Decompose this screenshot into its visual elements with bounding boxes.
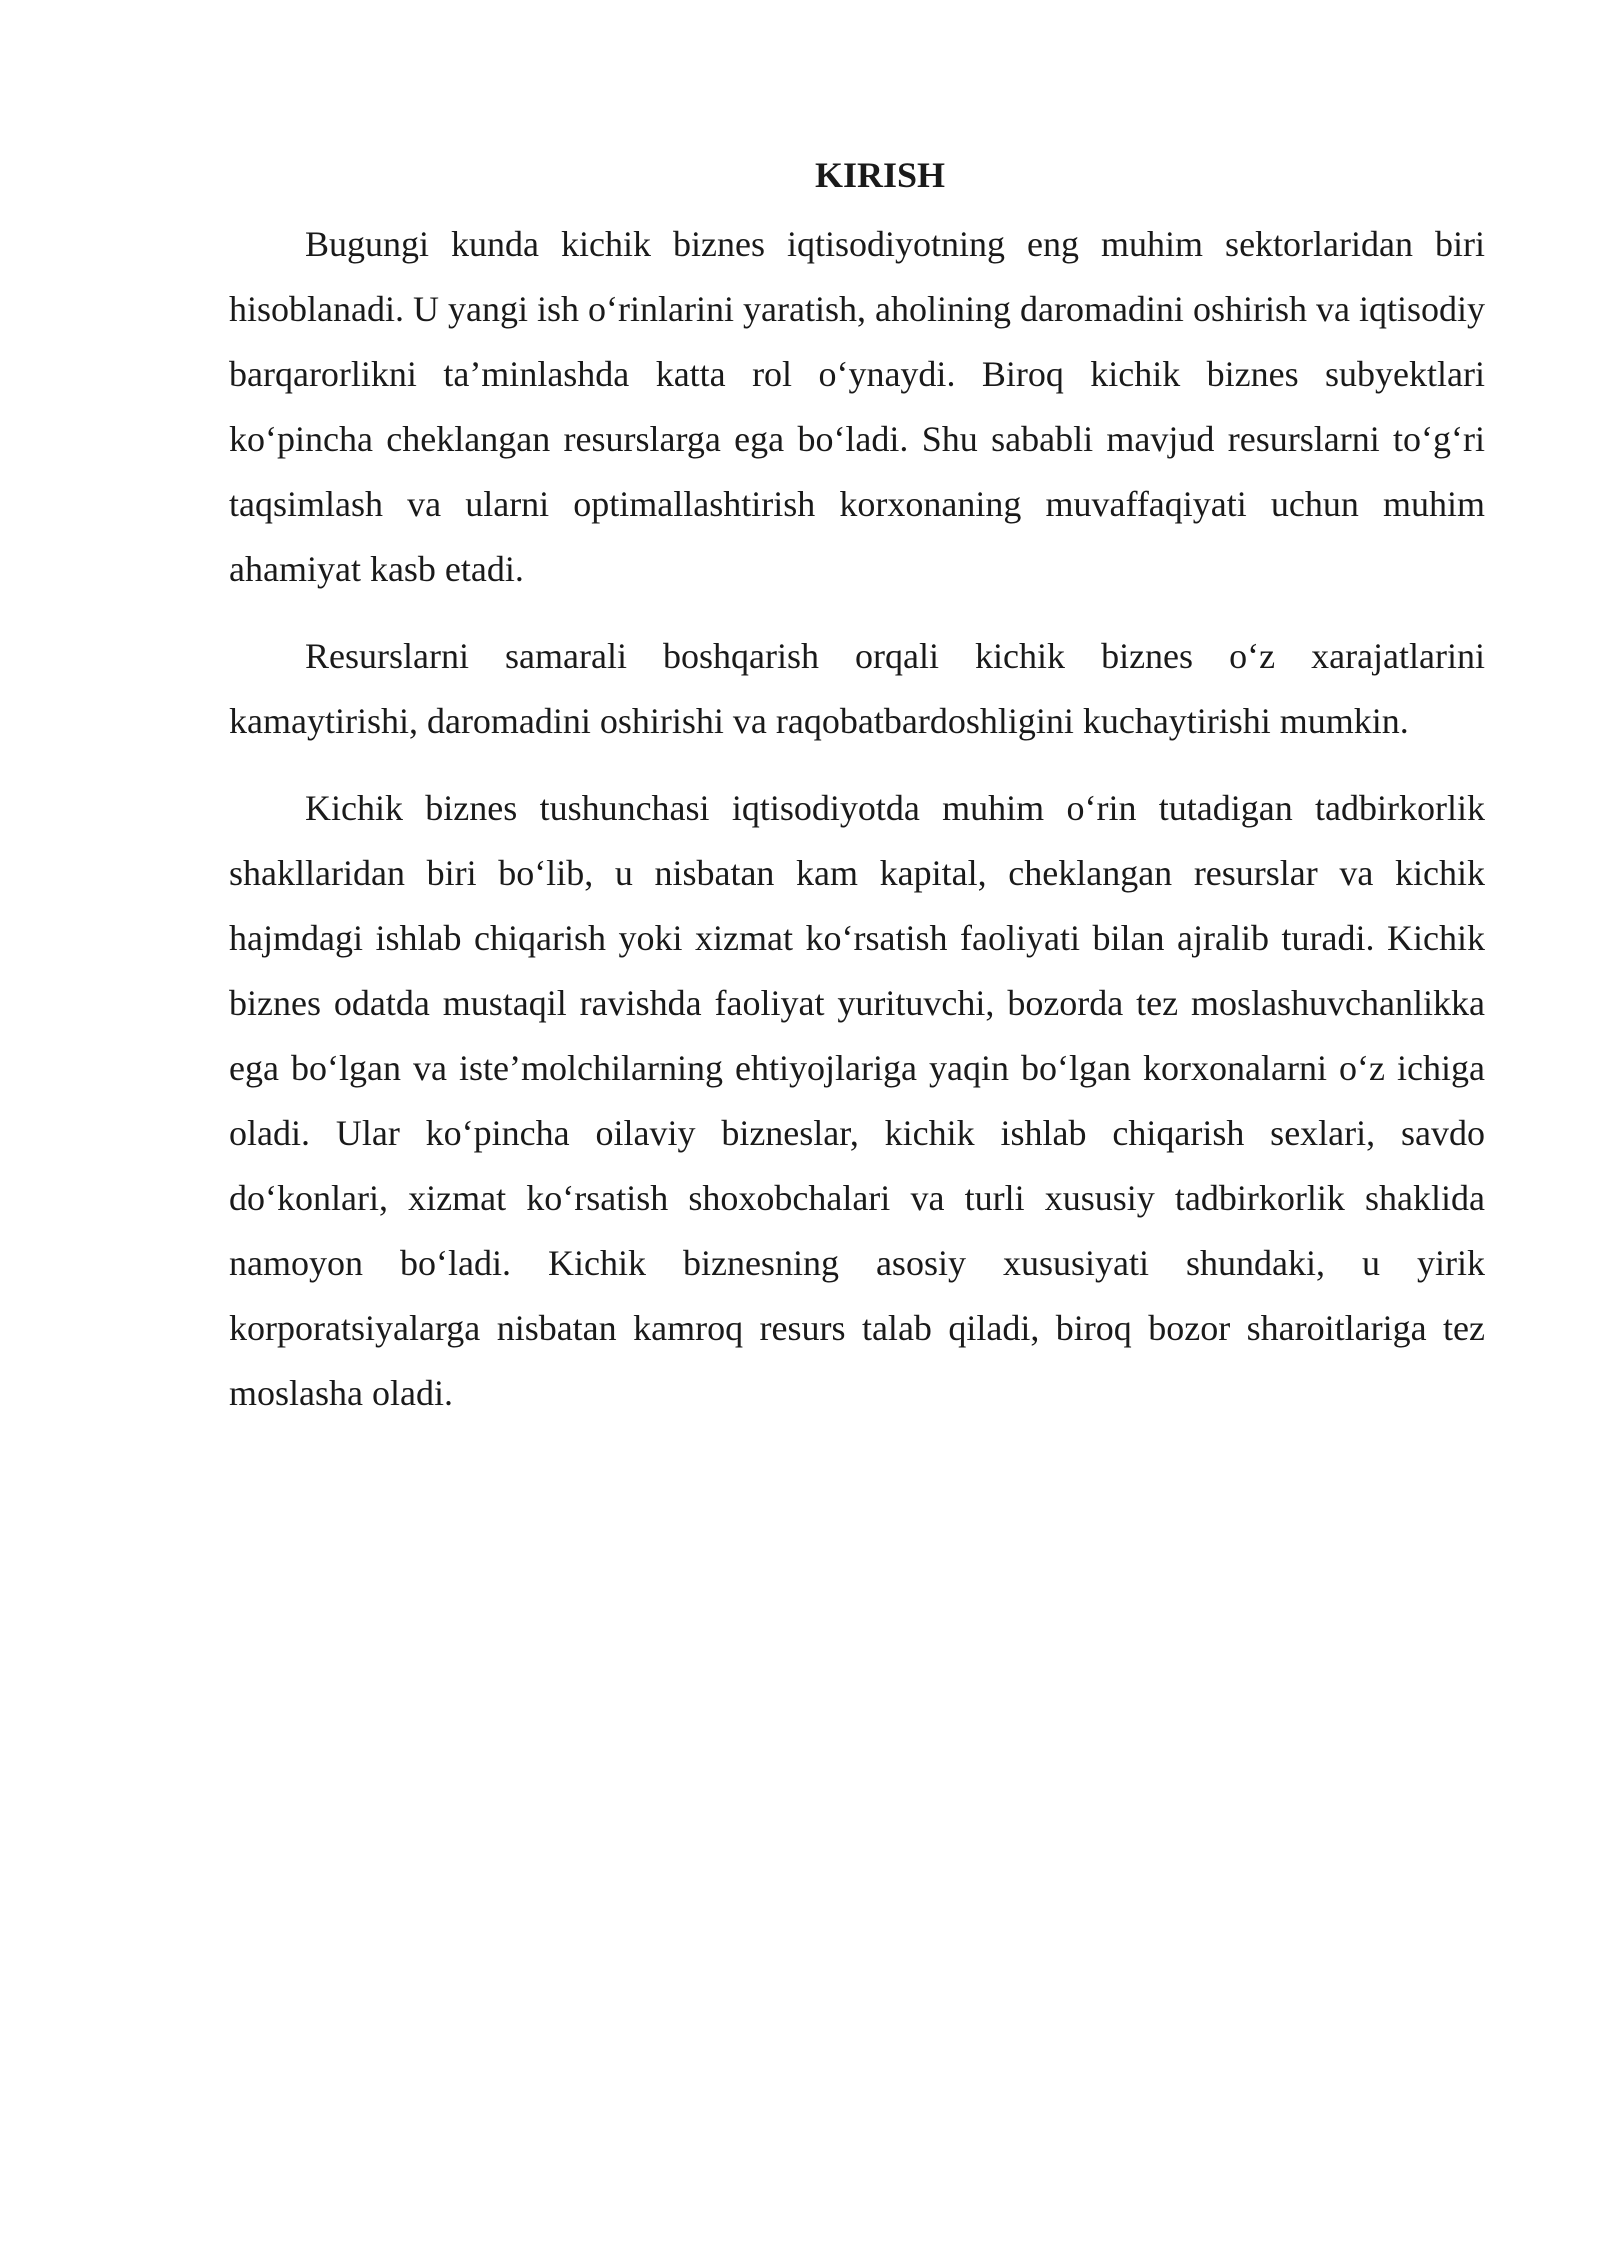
paragraph-small-business: Kichik biznes tushunchasi iqtisodiyotda muhim o‘rin tutadigan tadbirkorlik shakllaridan biri bo‘lib, u nisbatan kam kapital, cheklangan resurslar va kichik hajmdagi ishlab chiqarish yoki xizmat ko‘rsatish faoliyati bilan ajralib turadi. Kichik biznes odatda mustaqil ravishda faoliyat yurituvchi, bozorda tez moslashuvchanlikka ega bo‘lgan va iste’molchilarning ehtiyojlariga yaqin bo‘lgan korxonalarni o‘z ichiga oladi. Ular ko‘pincha oilaviy bizneslar, kichik ishlab chiqarish sexlari, savdo do‘konlari, xizmat ko‘rsatish shoxobchalari va turli xususiy tadbirkorlik shaklida namoyon bo‘ladi. Kichik biznesning asosiy xususiyati shundaki, u yirik korporatsiyalarga nisbatan kamroq resurs talab qiladi, biroq bozor sharoitlariga tez moslasha oladi. xyxy=(229,788,1485,1413)
document-body xyxy=(229,150,1485,1448)
section-title: KIRISH xyxy=(814,155,946,195)
paragraph-resources: Resurslarni samarali boshqarish orqali kichik biznes o‘z xarajatlarini kamaytirishi, daromadini oshirishi va raqobatbardoshligini kuchaytirishi mumkin. xyxy=(229,636,1485,741)
paragraph-intro: Bugungi kunda kichik biznes iqtisodiyotning eng muhim sektorlaridan biri hisoblanadi. U yangi ish o‘rinlarini yaratish, aholining daromadini oshirish va iqtisodiy barqarorlikni ta’minlashda katta rol o‘ynaydi. Biroq kichik biznes subyektlari ko‘pincha cheklangan resurslarga ega bo‘ladi. Shu sababli mavjud resurslarni to‘g‘ri taqsimlash va ularni optimallashtirish korxonaning muvaffaqiyati uchun muhim ahamiyat kasb etadi. xyxy=(229,224,1485,589)
